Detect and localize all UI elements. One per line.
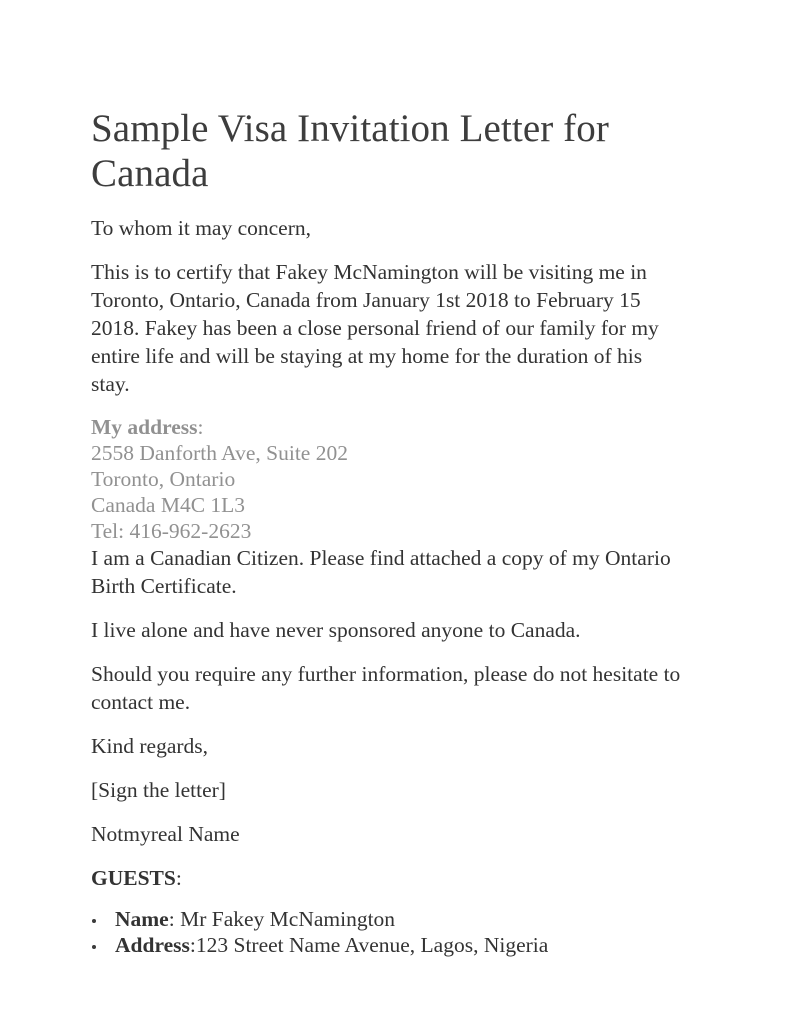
body-paragraph-live-alone: I live alone and have never sponsored anyone to Canada. — [91, 618, 581, 642]
address-block — [91, 414, 686, 544]
address-label: My address — [91, 415, 198, 439]
guest-address-key: Address — [115, 933, 190, 957]
guests-heading — [91, 864, 686, 892]
address-line-street: 2558 Danforth Ave, Suite 202 — [91, 441, 348, 465]
guest-list — [91, 906, 686, 958]
address-line-country-postal: Canada M4C 1L3 — [91, 493, 246, 517]
address-label-colon: : — [197, 415, 204, 439]
guests-heading-label: GUESTS — [91, 866, 176, 890]
salutation: To whom it may concern, — [91, 216, 312, 240]
guest-address-separator: : — [189, 933, 196, 957]
page-title: Sample Visa Invitation Letter for Canada — [91, 107, 609, 195]
guest-address-value: 123 Street Name Avenue, Lagos, Nigeria — [195, 933, 549, 957]
address-label-line — [91, 414, 686, 440]
guest-name-key: Name — [115, 907, 169, 931]
address-line-telephone: Tel: 416-962-2623 — [91, 519, 252, 543]
guest-name-value: Mr Fakey McNamington — [180, 907, 396, 931]
list-item — [91, 932, 686, 958]
body-paragraph-citizenship: I am a Canadian Citizen. Please find attached a copy of my Ontario Birth Certificate. — [91, 546, 671, 598]
body-paragraph-certify: This is to certify that Fakey McNamington will be visiting me in Toronto, Ontario, Canada from January 1st 2018 to February 15 2018. Fakey has been a close personal friend of our family for my entire life and will be staying at my home for the duration of his stay. — [91, 260, 659, 396]
guest-name-separator: : — [168, 907, 181, 931]
list-item — [91, 906, 686, 932]
closing-line: Kind regards, — [91, 734, 209, 758]
address-line-city: Toronto, Ontario — [91, 467, 236, 491]
signer-name: Notmyreal Name — [91, 822, 240, 846]
signature-placeholder: [Sign the letter] — [91, 778, 226, 802]
body-paragraph-further-information: Should you require any further information, please do not hesitate to contact me. — [91, 662, 681, 714]
guests-heading-colon: : — [175, 866, 182, 890]
